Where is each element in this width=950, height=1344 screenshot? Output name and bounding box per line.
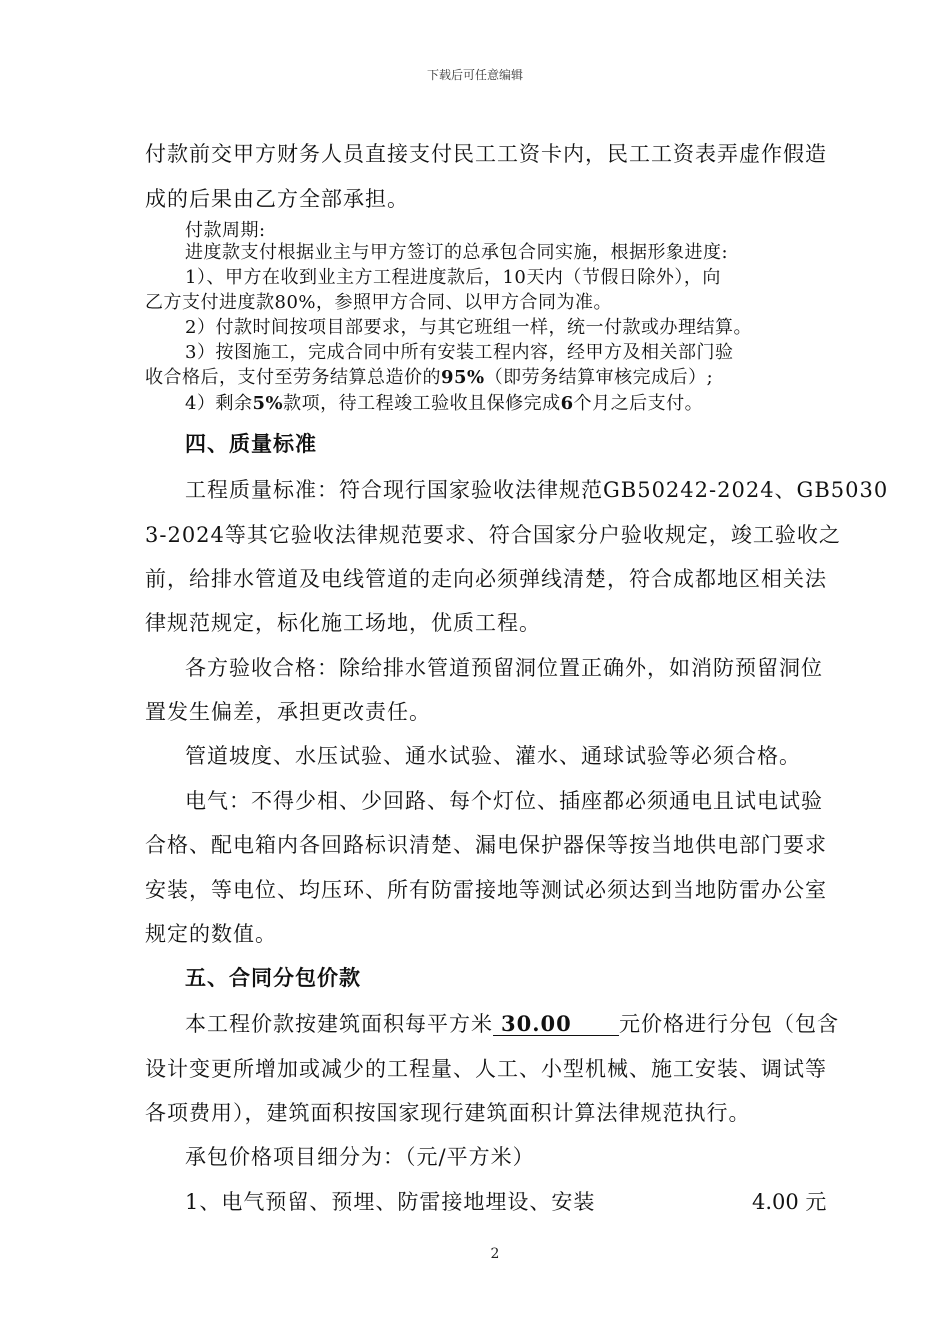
months-6: 6: [560, 393, 574, 414]
paragraph-line: 前，给排水管道及电线管道的走向必须弹线清楚，符合成都地区相关法: [145, 567, 827, 591]
payment-item-2: 2）付款时间按项目部要求，与其它班组一样，统一付款或办理结算。: [185, 317, 752, 338]
paragraph-line: 各方验收合格：除给排水管道预留洞位置正确外，如消防预留洞位: [185, 656, 823, 680]
payment-item-3: 3）按图施工，完成合同中所有安装工程内容，经甲方及相关部门验: [185, 342, 734, 363]
section-4-heading: 四、质量标准: [185, 431, 317, 456]
paragraph-line: 安装，等电位、均压环、所有防雷接地等测试必须达到当地防雷办公室: [145, 878, 827, 902]
paragraph-line: 设计变更所增加或减少的工程量、人工、小型机械、施工安装、调试等: [145, 1057, 827, 1081]
payment-item-1-cont: 乙方支付进度款80%，参照甲方合同、以甲方合同为准。: [145, 292, 613, 313]
payment-item-4: [185, 389, 703, 415]
breakdown-title: 承包价格项目细分为：（元/平方米）: [185, 1145, 535, 1169]
breakdown-item-1: 1、电气预留、预埋、防雷接地埋设、安装: [185, 1190, 596, 1214]
paragraph-line: 管道坡度、水压试验、通水试验、灌水、通球试验等必须合格。: [185, 744, 801, 768]
percentage-5: 5%: [252, 393, 284, 414]
price-value: 30.00: [493, 1013, 619, 1036]
paragraph-line: 各项费用），建筑面积按国家现行建筑面积计算法律规范执行。: [145, 1101, 751, 1125]
percentage-95: 95%: [441, 367, 485, 388]
text-segment: 款项，待工程竣工验收且保修完成: [283, 393, 561, 414]
text-segment: 元价格进行分包（包含: [619, 1012, 839, 1036]
page-header: 下载后可任意编辑: [426, 68, 523, 82]
paragraph-line: 合格、配电箱内各回路标识清楚、漏电保护器保等按当地供电部门要求: [145, 833, 827, 857]
paragraph-line: 付款前交甲方财务人员直接支付民工工资卡内，民工工资表弄虚作假造: [145, 142, 827, 166]
text-segment: 本工程价款按建筑面积每平方米: [185, 1012, 493, 1036]
breakdown-item-1-amount: 4.00 元: [752, 1190, 827, 1214]
payment-period-title: 付款周期:: [185, 220, 266, 241]
text-segment: 收合格后，支付至劳务结算总造价的: [145, 367, 441, 388]
paragraph-line: 律规范规定，标化施工场地，优质工程。: [145, 611, 541, 635]
text-segment: （即劳务结算审核完成后）;: [484, 367, 714, 388]
page-number: 2: [490, 1246, 500, 1262]
section-5-heading: 五、合同分包价款: [185, 965, 361, 990]
price-line: [185, 1008, 839, 1038]
paragraph-line: 成的后果由乙方全部承担。: [145, 187, 409, 211]
payment-item-3-cont: [145, 363, 713, 389]
text-segment: 个月之后支付。: [573, 393, 704, 414]
text-segment: 4）剩余: [185, 393, 253, 414]
paragraph-line: 3-2024等其它验收法律规范要求、符合国家分户验收规定，竣工验收之: [145, 523, 841, 547]
paragraph-line: 电气：不得少相、少回路、每个灯位、插座都必须通电且试电试验: [185, 789, 823, 813]
payment-period-intro: 进度款支付根据业主与甲方签订的总承包合同实施，根据形象进度:: [185, 242, 729, 263]
payment-item-1: 1）、甲方在收到业主方工程进度款后，10天内（节假日除外），向: [185, 267, 721, 288]
paragraph-line: 规定的数值。: [145, 922, 277, 946]
paragraph-line: 置发生偏差，承担更改责任。: [145, 700, 431, 724]
paragraph-line: 工程质量标准：符合现行国家验收法律规范GB50242-2024、GB5030: [185, 478, 889, 502]
